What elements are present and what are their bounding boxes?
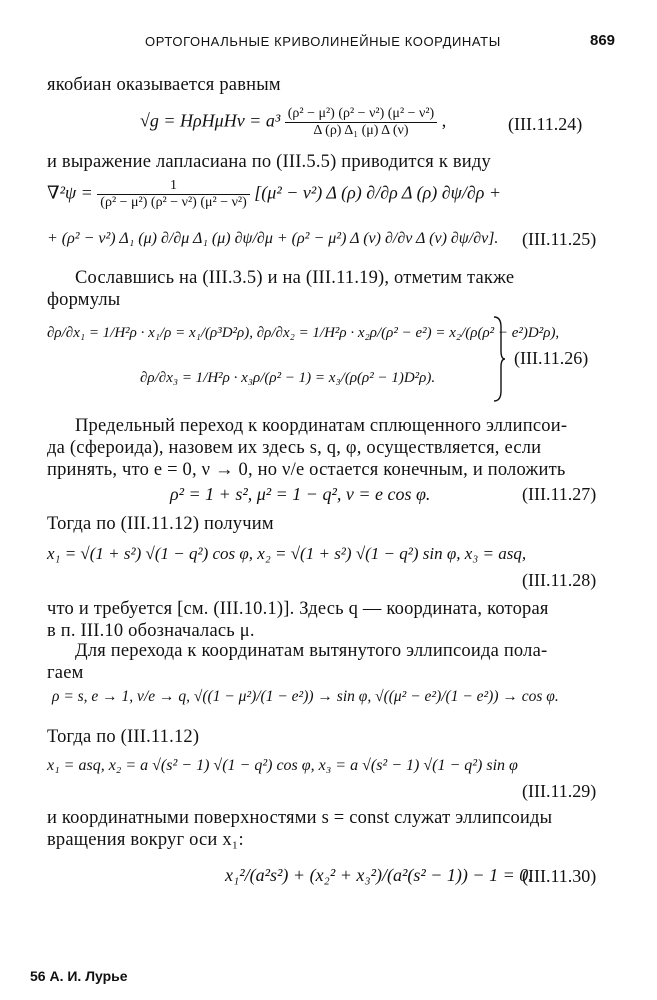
text-line-7: принять, что e = 0, ν → 0, но ν/e остается конечным, и положить bbox=[47, 460, 566, 480]
equation-11-25-line2: + (ρ² − ν²) Δ₁ (μ) ∂/∂μ Δ₁ (μ) ∂ψ/∂μ + (ρ² − μ²) Δ (ν) ∂/∂ν Δ (ν) ∂ψ/∂ν]. bbox=[47, 230, 499, 247]
eq24-fraction bbox=[285, 106, 438, 139]
text-line-3: Сославшись на (III.3.5) и на (III.11.19), отметим также bbox=[75, 268, 515, 288]
equation-11-26-line2: ∂ρ/∂x₃ = 1/H²ρ · x₃ρ/(ρ² − 1) = x₃/(ρ(ρ² − 1)D²ρ). bbox=[140, 370, 436, 386]
text-line-11: Для перехода к координатам вытянутого эллипсоида пола- bbox=[75, 641, 548, 661]
eq25-lhs: ∇²ψ = bbox=[47, 182, 93, 203]
equation-number-11-24: (III.11.24) bbox=[508, 114, 583, 134]
equation-11-24: √g = HρHμHν = a³ $\frac{\text{(ρ² − μ²) (ρ² − ν²) (μ² − ν²)}}{\text{Δ (ρ) Δ₁ (μ) Δ (ν)}}$ , bbox=[140, 106, 447, 138]
equation-11-30: x₁²/(a²s²) + (x₂² + x₃²)/(a²(s² − 1)) − 1 = 0. bbox=[225, 865, 533, 885]
text-line-13: Тогда по (III.11.12) bbox=[47, 727, 200, 747]
text-line-1: якобиан оказывается равным bbox=[47, 75, 281, 95]
eq24-numerator: (ρ² − μ²) (ρ² − ν²) (μ² − ν²) bbox=[285, 106, 438, 123]
running-title: ОРТОГОНАЛЬНЫЕ КРИВОЛИНЕЙНЫЕ КООРДИНАТЫ bbox=[145, 34, 501, 49]
equation-number-11-30: (III.11.30) bbox=[522, 866, 597, 886]
eq25-bracket-first: [(μ² − ν²) Δ (ρ) ∂/∂ρ Δ (ρ) ∂ψ/∂ρ + bbox=[254, 182, 502, 203]
page-header bbox=[0, 30, 657, 54]
equation-11-28: x₁ = √(1 + s²) √(1 − q²) cos φ, x₂ = √(1 + s²) √(1 − q²) sin φ, x₃ = asq, bbox=[47, 544, 527, 563]
equation-11-27: ρ² = 1 + s², μ² = 1 − q², ν = e cos φ. bbox=[170, 484, 431, 504]
text-line-9: что и требуется [см. (III.10.1)]. Здесь q — координата, которая bbox=[47, 599, 549, 619]
text-line-4: формулы bbox=[47, 290, 121, 310]
eq24-denominator: Δ (ρ) Δ₁ (μ) Δ (ν) bbox=[313, 123, 409, 138]
equation-number-11-25: (III.11.25) bbox=[522, 229, 597, 249]
page-footer: 56 А. И. Лурье bbox=[30, 968, 128, 984]
eq25-denominator: (ρ² − μ²) (ρ² − ν²) (μ² − ν²) bbox=[100, 195, 247, 210]
text-line-15: вращения вокруг оси x₁: bbox=[47, 830, 244, 850]
equation-substitution: ρ = s, e → 1, ν/e → q, √((1 − μ²)/(1 − e²)) → sin φ, √((μ² − e²)/(1 − e²)) → cos φ. bbox=[52, 688, 559, 705]
text-line-14: и координатными поверхностями s = const служат эллипсоиды bbox=[47, 808, 553, 828]
text-line-5: Предельный переход к координатам сплющенного эллипсои- bbox=[75, 416, 568, 436]
eq25-fraction bbox=[97, 178, 250, 211]
equation-number-11-26: (III.11.26) bbox=[514, 348, 589, 368]
equation-number-11-28: (III.11.28) bbox=[522, 570, 597, 590]
eq24-left: √g = HρHμHν = a³ bbox=[140, 110, 281, 131]
equation-11-25-line1 bbox=[47, 178, 501, 211]
text-line-2: и выражение лапласиана по (III.5.5) приводится к виду bbox=[47, 152, 491, 172]
text-line-6: да (сфероида), назовем их здесь s, q, φ, осуществляется, если bbox=[47, 438, 542, 458]
text-line-12: гаем bbox=[47, 663, 84, 683]
equation-11-26-line1: ∂ρ/∂x₁ = 1/H²ρ · x₁/ρ = x₁/(ρ³D²ρ), ∂ρ/∂x₂ = 1/H²ρ · x₂ρ/(ρ² − e²) = x₂/(ρ(ρ² − e²)D²ρ), bbox=[47, 325, 560, 341]
right-brace-icon bbox=[492, 315, 506, 403]
eq25-numerator: 1 bbox=[97, 178, 250, 195]
equation-11-29: x₁ = asq, x₂ = a √(s² − 1) √(1 − q²) cos φ, x₃ = a √(s² − 1) √(1 − q²) sin φ bbox=[47, 757, 518, 774]
text-line-10: в п. III.10 обозначалась μ. bbox=[47, 621, 255, 641]
text-line-8: Тогда по (III.11.12) получим bbox=[47, 514, 274, 534]
equation-number-11-27: (III.11.27) bbox=[522, 484, 597, 504]
equation-number-11-29: (III.11.29) bbox=[522, 781, 597, 801]
page-number: 869 bbox=[590, 32, 616, 49]
